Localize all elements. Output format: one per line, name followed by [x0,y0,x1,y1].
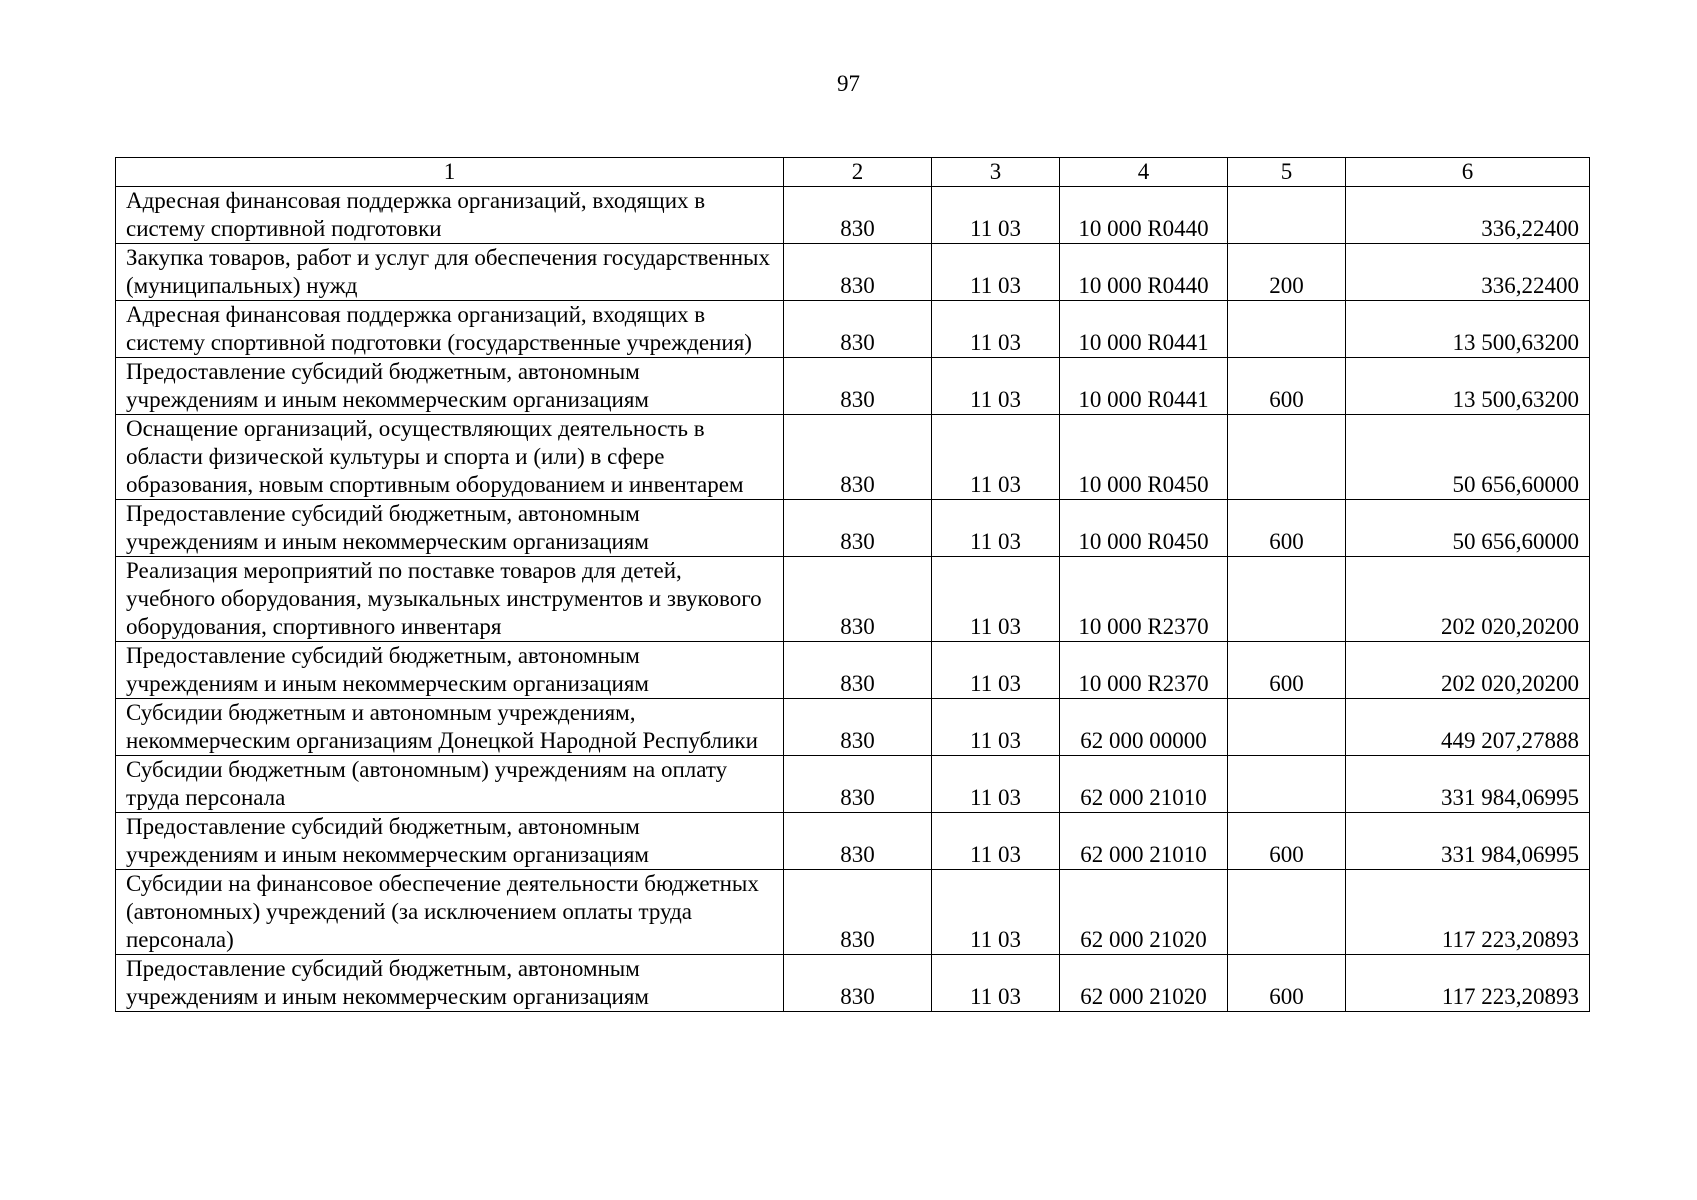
row-name: Адресная финансовая поддержка организаций, входящих в систему спортивной подготовки (государственные учреждения) [116,301,784,358]
row-section: 11 03 [932,955,1060,1012]
row-name: Оснащение организаций, осуществляющих деятельность в области физической культуры и спорта и (или) в сфере образования, новым спортивным оборудованием и инвентарем [116,415,784,500]
row-name: Реализация мероприятий по поставке товаров для детей, учебного оборудования, музыкальных инструментов и звукового оборудования, спортивного инвентаря [116,557,784,642]
row-amount: 117 223,20893 [1346,955,1590,1012]
row-amount: 50 656,60000 [1346,500,1590,557]
table-row [116,301,1590,358]
row-section: 11 03 [932,415,1060,500]
table-row [116,187,1590,244]
row-target: 62 000 21010 [1060,813,1228,870]
row-amount: 331 984,06995 [1346,756,1590,813]
row-section: 11 03 [932,557,1060,642]
row-target: 62 000 21020 [1060,870,1228,955]
row-type [1228,415,1346,500]
row-section: 11 03 [932,699,1060,756]
table-row [116,500,1590,557]
table-row [116,756,1590,813]
row-target: 10 000 R0440 [1060,244,1228,301]
column-header: 1 [116,158,784,187]
row-type: 600 [1228,500,1346,557]
row-type: 600 [1228,642,1346,699]
row-type: 200 [1228,244,1346,301]
row-type: 600 [1228,955,1346,1012]
row-section: 11 03 [932,244,1060,301]
row-grbs: 830 [784,756,932,813]
page-number: 97 [837,71,860,96]
row-target: 10 000 R2370 [1060,557,1228,642]
row-section: 11 03 [932,500,1060,557]
row-type [1228,699,1346,756]
row-amount: 202 020,20200 [1346,642,1590,699]
row-target: 62 000 21010 [1060,756,1228,813]
row-section: 11 03 [932,642,1060,699]
row-target: 10 000 R0440 [1060,187,1228,244]
row-name: Предоставление субсидий бюджетным, автономным учреждениям и иным некоммерческим организациям [116,358,784,415]
row-grbs: 830 [784,642,932,699]
row-amount: 13 500,63200 [1346,358,1590,415]
row-grbs: 830 [784,500,932,557]
row-amount: 331 984,06995 [1346,813,1590,870]
table-row [116,813,1590,870]
row-type [1228,870,1346,955]
row-target: 10 000 R0450 [1060,415,1228,500]
table-header-row [116,158,1590,187]
row-grbs: 830 [784,301,932,358]
table-row [116,415,1590,500]
row-amount: 50 656,60000 [1346,415,1590,500]
row-grbs: 830 [784,415,932,500]
table-row [116,870,1590,955]
column-header: 5 [1228,158,1346,187]
row-type: 600 [1228,358,1346,415]
row-name: Субсидии на финансовое обеспечение деятельности бюджетных (автономных) учреждений (за исключением оплаты труда персонала) [116,870,784,955]
row-grbs: 830 [784,187,932,244]
row-section: 11 03 [932,301,1060,358]
row-section: 11 03 [932,756,1060,813]
row-section: 11 03 [932,870,1060,955]
row-name: Субсидии бюджетным и автономным учреждениям, некоммерческим организациям Донецкой Народной Республики [116,699,784,756]
row-section: 11 03 [932,813,1060,870]
row-name: Субсидии бюджетным (автономным) учреждениям на оплату труда персонала [116,756,784,813]
row-grbs: 830 [784,358,932,415]
table-row [116,955,1590,1012]
table-row [116,358,1590,415]
row-grbs: 830 [784,699,932,756]
table-row [116,699,1590,756]
row-target: 62 000 21020 [1060,955,1228,1012]
row-name: Предоставление субсидий бюджетным, автономным учреждениям и иным некоммерческим организациям [116,955,784,1012]
row-amount: 336,22400 [1346,244,1590,301]
table-row [116,642,1590,699]
row-amount: 449 207,27888 [1346,699,1590,756]
budget-table [115,157,1590,1012]
table-row [116,557,1590,642]
row-target: 10 000 R0450 [1060,500,1228,557]
row-target: 10 000 R2370 [1060,642,1228,699]
row-grbs: 830 [784,244,932,301]
row-type [1228,187,1346,244]
row-section: 11 03 [932,187,1060,244]
row-section: 11 03 [932,358,1060,415]
row-grbs: 830 [784,557,932,642]
row-target: 62 000 00000 [1060,699,1228,756]
row-target: 10 000 R0441 [1060,358,1228,415]
row-name: Предоставление субсидий бюджетным, автономным учреждениям и иным некоммерческим организациям [116,500,784,557]
table-row [116,244,1590,301]
row-amount: 117 223,20893 [1346,870,1590,955]
row-name: Предоставление субсидий бюджетным, автономным учреждениям и иным некоммерческим организациям [116,642,784,699]
row-grbs: 830 [784,813,932,870]
row-type [1228,557,1346,642]
row-name: Закупка товаров, работ и услуг для обеспечения государственных (муниципальных) нужд [116,244,784,301]
column-header: 2 [784,158,932,187]
row-amount: 202 020,20200 [1346,557,1590,642]
row-amount: 336,22400 [1346,187,1590,244]
row-name: Адресная финансовая поддержка организаций, входящих в систему спортивной подготовки [116,187,784,244]
row-type: 600 [1228,813,1346,870]
row-amount: 13 500,63200 [1346,301,1590,358]
column-header: 4 [1060,158,1228,187]
row-grbs: 830 [784,955,932,1012]
row-type [1228,756,1346,813]
row-target: 10 000 R0441 [1060,301,1228,358]
row-name: Предоставление субсидий бюджетным, автономным учреждениям и иным некоммерческим организациям [116,813,784,870]
column-header: 6 [1346,158,1590,187]
row-grbs: 830 [784,870,932,955]
row-type [1228,301,1346,358]
column-header: 3 [932,158,1060,187]
